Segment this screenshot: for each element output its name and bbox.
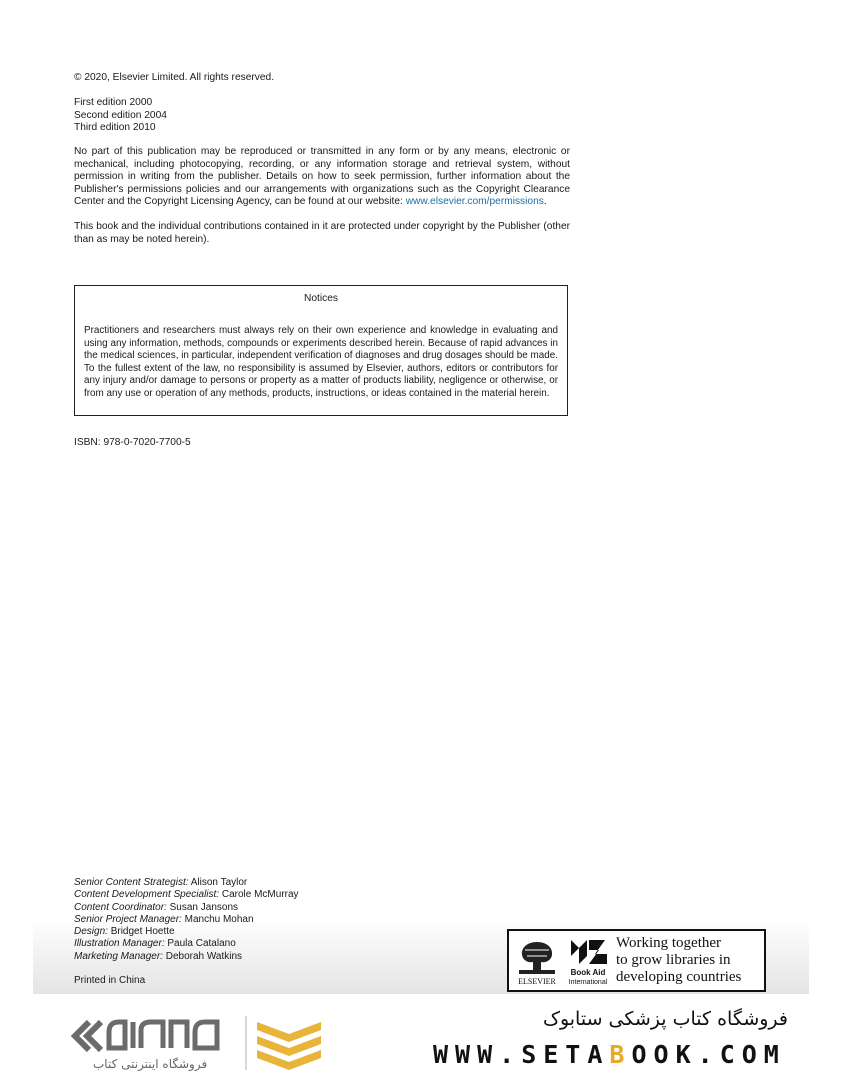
permission-end: . [543, 196, 547, 208]
credit-name: Manchu Mohan [184, 913, 254, 925]
edition-second: Second edition 2004 [74, 109, 167, 121]
credit-line [74, 951, 299, 963]
credit-line [74, 914, 299, 926]
credit-role: Content Development Specialist: [74, 889, 220, 901]
printed-in: Printed in China [74, 975, 146, 986]
store-name: فروشگاه کتاب پزشکی ستابوک [542, 1008, 788, 1030]
credit-name: Deborah Watkins [165, 950, 243, 962]
notices-title: Notices [304, 293, 338, 304]
credit-line [74, 889, 299, 901]
credit-name: Carole McMurray [221, 889, 299, 901]
credit-role: Senior Project Manager: [74, 913, 182, 925]
credit-role: Marketing Manager: [74, 950, 163, 962]
credits-list [74, 877, 299, 963]
credit-role: Senior Content Strategist: [74, 877, 189, 888]
credit-line [74, 938, 299, 950]
credit-name: Paula Catalano [167, 938, 236, 950]
store-logo-subtitle: فروشگاه اینترنتی کتاب [93, 1057, 208, 1071]
copyright-line: © 2020, Elsevier Limited. All rights reserved. [74, 72, 275, 83]
notices-body: Practitioners and researchers must always rely on their own experience and knowledge in evaluating and using any information, methods, compounds or experiments described herein. Because of rapid advances in the medical sciences, in particular, independent verification of diagnoses and drug dosages should be made. To the fullest extent of the law, no responsibility is assumed by Elsevier, authors, editors or contributors for any injury and/or damage to persons or property as a matter of products liability, negligence or otherwise, or from any use or operation of any methods, products, instructions, or ideas contained in the material herein. [84, 325, 558, 399]
permission-text: No part of this publication may be reproduced or transmitted in any form or by any means, electronic or mechanical, including photocopying, recording, or any information storage and retrieval system, without permission in writing from the publisher. Details on how to seek permission, further information about the Publisher's permissions policies and our arrangements with organizations such as the Copyright Clearance Center and the Copyright Licensing Agency, can be found at our website: [74, 146, 570, 208]
credit-role: Design: [74, 926, 108, 938]
credit-name: Bridget Hoette [110, 926, 175, 938]
permissions-link[interactable]: www.elsevier.com/permissions [405, 196, 544, 208]
svg-text:Book Aid: Book Aid [570, 968, 606, 977]
credit-name: Susan Jansons [169, 901, 239, 913]
edition-third: Third edition 2010 [74, 122, 156, 134]
book-aid-slogan [616, 935, 741, 986]
slogan-line: to grow libraries in [616, 952, 731, 968]
credit-role: Illustration Manager: [74, 938, 165, 950]
slogan-line: developing countries [616, 969, 742, 985]
credit-line [74, 902, 299, 914]
slogan-line: Working together [616, 935, 722, 951]
elsevier-bookaid-logo-icon [515, 936, 611, 988]
svg-text:International: International [568, 979, 608, 986]
credit-name: Alison Taylor [190, 877, 248, 888]
credit-line [74, 926, 299, 938]
notices-box [74, 285, 568, 416]
book-aid-banner [507, 929, 766, 992]
store-url-part: WWW.SETA [433, 1040, 610, 1069]
svg-text:ELSEVIER: ELSEVIER [518, 977, 556, 986]
store-url[interactable] [433, 1040, 786, 1069]
isbn: ISBN: 978-0-7020-7700-5 [74, 437, 191, 448]
edition-history [74, 97, 570, 135]
permission-paragraph [74, 146, 570, 209]
credit-line [74, 877, 299, 889]
credit-role: Content Coordinator: [74, 901, 167, 913]
store-url-accent: B [609, 1040, 632, 1069]
protected-paragraph: This book and the individual contributions contained in it are protected under copyright by the Publisher (other than as may be noted herein). [74, 221, 570, 245]
edition-first: First edition 2000 [74, 97, 153, 108]
store-url-part: OOK.COM [631, 1040, 786, 1069]
